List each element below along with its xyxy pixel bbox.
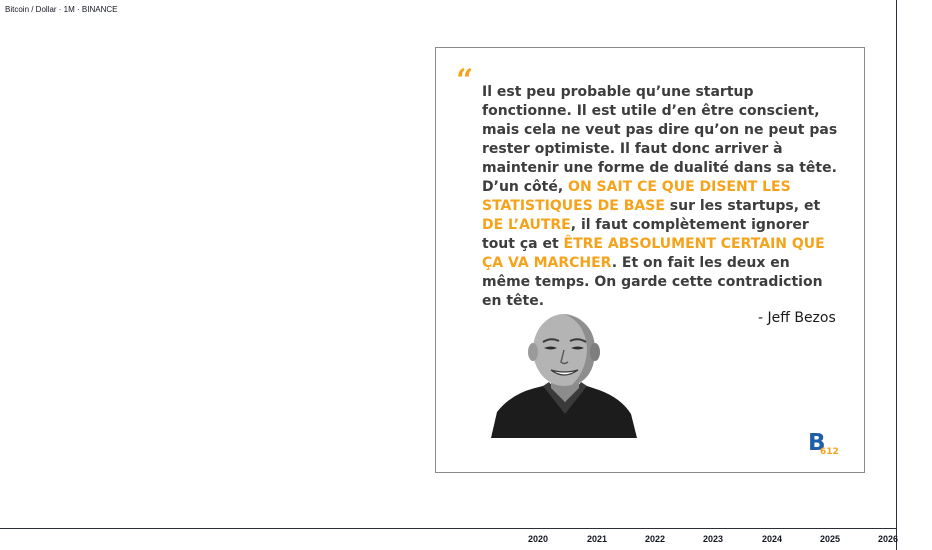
- quote-segment: sur les startups, et: [664, 198, 821, 214]
- price-scale-border: [896, 0, 897, 550]
- b612-logo: [808, 432, 842, 460]
- logo-number: 612: [820, 447, 839, 457]
- quote-mark-icon: “: [456, 63, 474, 98]
- quote-author: - Jeff Bezos: [758, 310, 836, 326]
- time-axis-tick: 2020: [528, 534, 549, 544]
- quote-highlight: DE L’AUTRE: [482, 217, 571, 233]
- time-axis-border: [0, 528, 897, 529]
- time-axis-tick: 2021: [587, 534, 608, 544]
- quote-text: [482, 83, 842, 311]
- time-axis-tick: 2022: [645, 534, 666, 544]
- logo-letter: B: [808, 430, 826, 456]
- quote-highlight: ÊTRE ABSOLUMENT CERTAIN QUE ÇA VA MARCHER: [482, 236, 825, 271]
- quote-segment: . Et on fait les deux en même temps. On garde cette contradiction en tête.: [482, 255, 823, 309]
- chart-title: Bitcoin / Dollar · 1M · BINANCE: [5, 5, 118, 14]
- quote-image-card[interactable]: [435, 47, 865, 473]
- quote-segment: Il est peu probable qu’une startup fonctionne. Il est utile d’en être conscient, mais cela ne veut pas dire qu’on ne peut pas rester optimiste. Il faut donc arriver à maintenir une forme de dualité dans sa tête. D’un côté,: [482, 84, 838, 195]
- time-axis-tick: 2025: [820, 534, 841, 544]
- quote-highlight: ON SAIT CE QUE DISENT LES STATISTIQUES DE BASE: [482, 179, 791, 214]
- quote-segment: , il faut complètement ignorer tout ça et: [482, 217, 809, 252]
- time-axis-tick: 2023: [703, 534, 724, 544]
- time-axis-tick: 2024: [762, 534, 783, 544]
- portrait-image: [491, 310, 639, 438]
- time-axis-tick: 2026: [878, 534, 899, 544]
